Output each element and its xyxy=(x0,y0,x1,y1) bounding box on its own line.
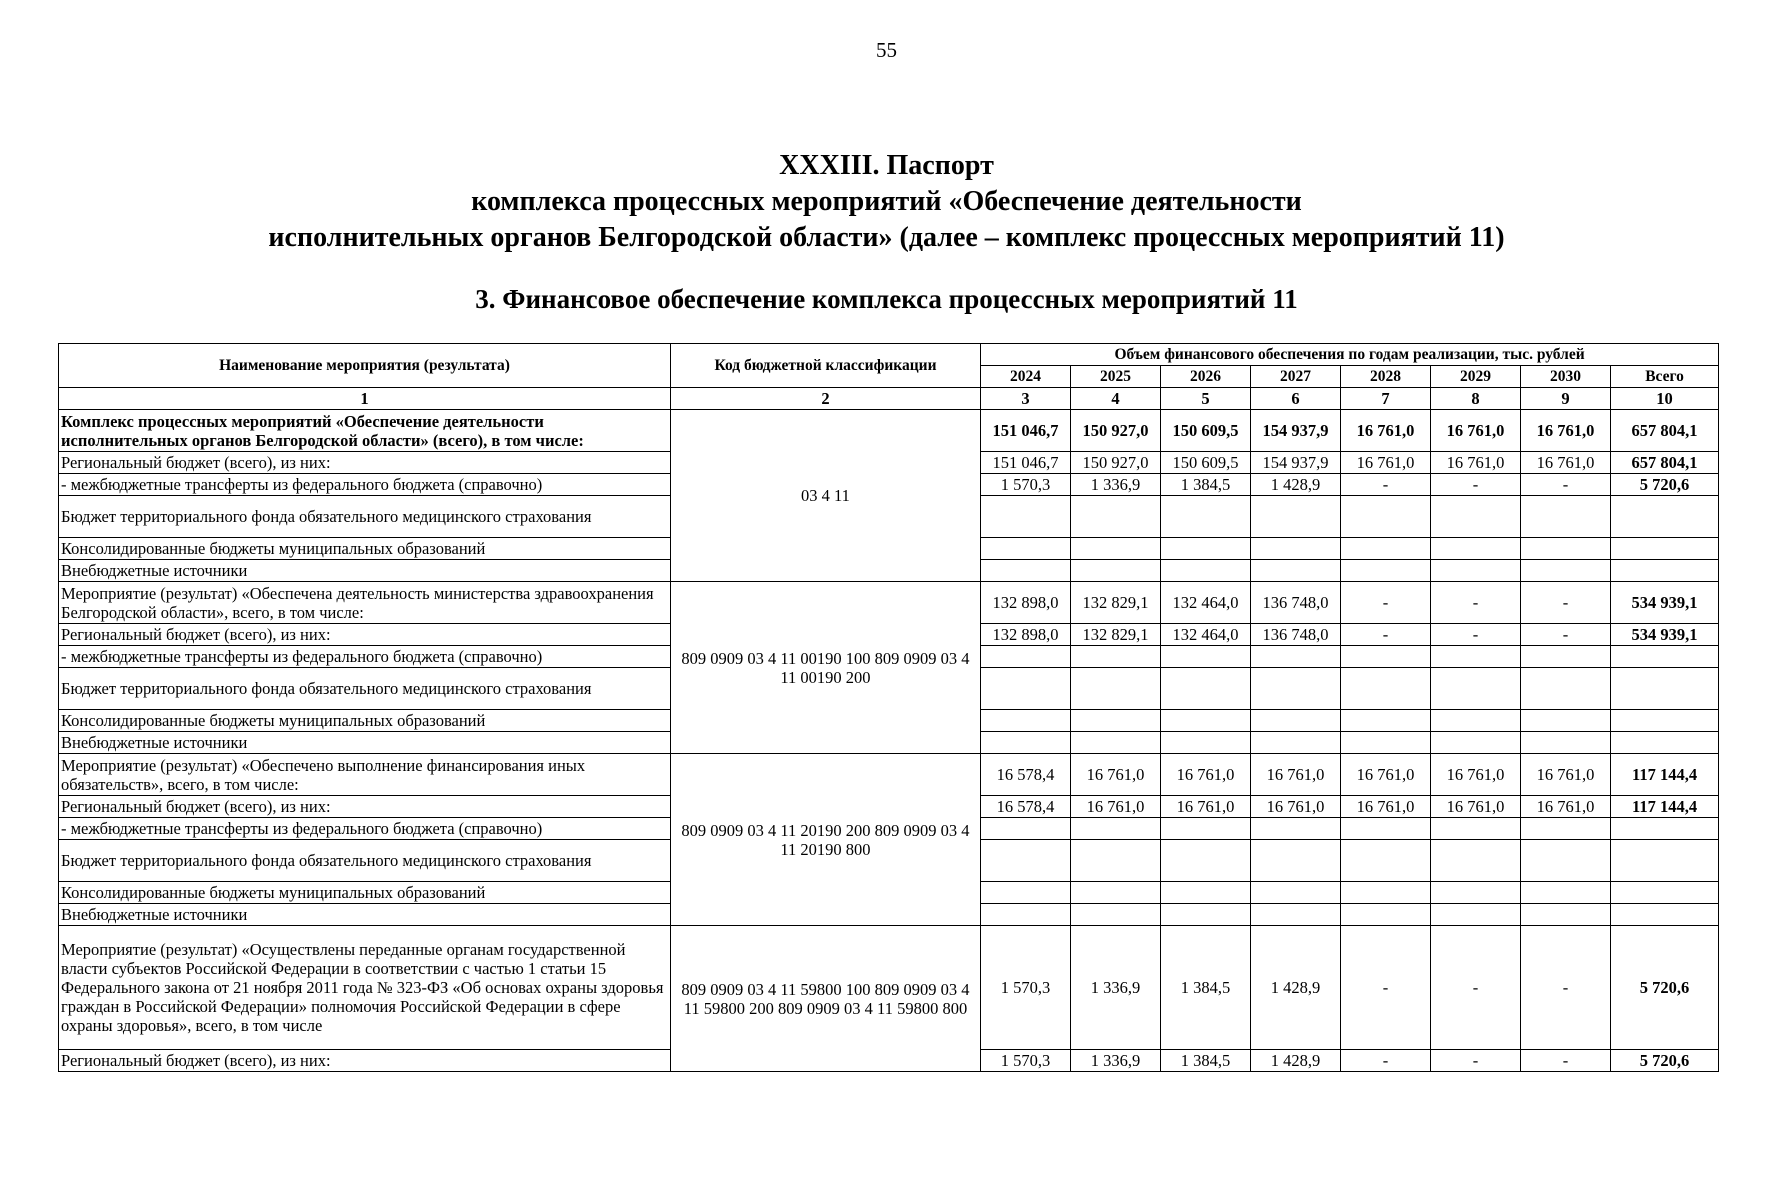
header-year: 2030 xyxy=(1521,366,1611,388)
row-name: Консолидированные бюджеты муниципальных образований xyxy=(59,882,671,904)
value-cell xyxy=(1071,668,1161,710)
value-cell xyxy=(1161,646,1251,668)
value-cell xyxy=(1071,496,1161,538)
value-cell: 150 927,0 xyxy=(1071,410,1161,452)
value-total xyxy=(1611,668,1719,710)
value-total: 5 720,6 xyxy=(1611,474,1719,496)
row-name: Бюджет территориального фонда обязательного медицинского страхования xyxy=(59,840,671,882)
table-row xyxy=(59,410,1719,452)
row-name: Мероприятие (результат) «Обеспечена деятельность министерства здравоохранения Белгородской области», всего, в том числе: xyxy=(59,582,671,624)
value-cell xyxy=(1161,668,1251,710)
value-cell xyxy=(1521,904,1611,926)
value-cell xyxy=(1071,818,1161,840)
budget-code: 03 4 11 xyxy=(671,410,981,582)
value-total xyxy=(1611,882,1719,904)
table-body xyxy=(59,388,1719,1072)
document-title-line-2: комплекса процессных мероприятий «Обеспечение деятельности xyxy=(471,186,1302,217)
value-cell xyxy=(1161,560,1251,582)
row-name: - межбюджетные трансферты из федерального бюджета (справочно) xyxy=(59,646,671,668)
column-number: 5 xyxy=(1161,388,1251,410)
value-cell xyxy=(1251,646,1341,668)
value-cell xyxy=(1251,882,1341,904)
value-cell xyxy=(981,732,1071,754)
value-cell: - xyxy=(1341,1050,1431,1072)
column-number: 2 xyxy=(671,388,981,410)
value-cell: 1 428,9 xyxy=(1251,474,1341,496)
header-total: Всего xyxy=(1611,366,1719,388)
value-cell xyxy=(1431,560,1521,582)
value-cell: - xyxy=(1341,624,1431,646)
header-year: 2028 xyxy=(1341,366,1431,388)
value-cell: 154 937,9 xyxy=(1251,410,1341,452)
value-cell: 136 748,0 xyxy=(1251,582,1341,624)
row-name: Комплекс процессных мероприятий «Обеспечение деятельности исполнительных органов Белгородской области» (всего), в том числе: xyxy=(59,410,671,452)
value-cell xyxy=(1341,560,1431,582)
value-total: 5 720,6 xyxy=(1611,926,1719,1050)
value-cell: 132 464,0 xyxy=(1161,624,1251,646)
value-cell: 154 937,9 xyxy=(1251,452,1341,474)
value-cell: 16 761,0 xyxy=(1431,796,1521,818)
column-number-row xyxy=(59,388,1719,410)
value-total xyxy=(1611,840,1719,882)
value-cell: 16 761,0 xyxy=(1251,754,1341,796)
value-cell xyxy=(1521,668,1611,710)
value-cell: 150 609,5 xyxy=(1161,452,1251,474)
value-cell: - xyxy=(1431,1050,1521,1072)
value-cell xyxy=(1431,646,1521,668)
header-code: Код бюджетной классификации xyxy=(671,344,981,388)
value-total: 657 804,1 xyxy=(1611,410,1719,452)
value-cell xyxy=(981,710,1071,732)
value-cell: 1 570,3 xyxy=(981,474,1071,496)
value-cell xyxy=(1521,732,1611,754)
row-name: Региональный бюджет (всего), из них: xyxy=(59,796,671,818)
value-cell: - xyxy=(1521,926,1611,1050)
value-cell: - xyxy=(1521,1050,1611,1072)
value-cell xyxy=(1431,904,1521,926)
value-cell: 1 570,3 xyxy=(981,1050,1071,1072)
header-volume: Объем финансового обеспечения по годам реализации, тыс. рублей xyxy=(981,344,1719,366)
row-name: Консолидированные бюджеты муниципальных образований xyxy=(59,710,671,732)
value-cell: 16 761,0 xyxy=(1521,754,1611,796)
column-number: 1 xyxy=(59,388,671,410)
value-cell xyxy=(1341,840,1431,882)
value-cell xyxy=(1071,560,1161,582)
row-name: Региональный бюджет (всего), из них: xyxy=(59,452,671,474)
column-number: 7 xyxy=(1341,388,1431,410)
value-cell: 16 761,0 xyxy=(1431,410,1521,452)
row-name: Бюджет территориального фонда обязательного медицинского страхования xyxy=(59,668,671,710)
value-cell xyxy=(1341,496,1431,538)
value-total xyxy=(1611,732,1719,754)
value-cell xyxy=(981,646,1071,668)
value-cell: 132 464,0 xyxy=(1161,582,1251,624)
value-cell: 16 761,0 xyxy=(1341,796,1431,818)
value-cell: 150 927,0 xyxy=(1071,452,1161,474)
column-number: 3 xyxy=(981,388,1071,410)
value-total xyxy=(1611,904,1719,926)
value-cell xyxy=(1521,496,1611,538)
value-cell: - xyxy=(1521,582,1611,624)
header-year: 2024 xyxy=(981,366,1071,388)
value-cell xyxy=(1521,646,1611,668)
value-total xyxy=(1611,818,1719,840)
value-cell xyxy=(1431,496,1521,538)
value-cell: - xyxy=(1341,582,1431,624)
value-total xyxy=(1611,646,1719,668)
value-cell: 132 829,1 xyxy=(1071,582,1161,624)
value-cell: 16 761,0 xyxy=(1431,452,1521,474)
value-cell xyxy=(1341,668,1431,710)
table-row xyxy=(59,582,1719,624)
value-cell: 1 336,9 xyxy=(1071,1050,1161,1072)
value-cell xyxy=(1071,710,1161,732)
value-cell: 1 428,9 xyxy=(1251,1050,1341,1072)
budget-code: 809 0909 03 4 11 00190 100 809 0909 03 4 11 00190 200 xyxy=(671,582,981,754)
value-cell xyxy=(1341,646,1431,668)
row-name: Региональный бюджет (всего), из них: xyxy=(59,624,671,646)
header-year: 2026 xyxy=(1161,366,1251,388)
value-cell xyxy=(1521,882,1611,904)
value-cell xyxy=(1161,904,1251,926)
value-cell xyxy=(1251,904,1341,926)
value-total: 117 144,4 xyxy=(1611,754,1719,796)
table-row xyxy=(59,754,1719,796)
value-cell: - xyxy=(1521,624,1611,646)
value-cell xyxy=(1251,668,1341,710)
value-cell xyxy=(1521,560,1611,582)
value-cell: 1 384,5 xyxy=(1161,474,1251,496)
value-cell xyxy=(1431,732,1521,754)
value-cell xyxy=(981,840,1071,882)
value-cell xyxy=(1251,560,1341,582)
header-year: 2029 xyxy=(1431,366,1521,388)
value-cell xyxy=(1251,538,1341,560)
value-total xyxy=(1611,538,1719,560)
value-total: 534 939,1 xyxy=(1611,624,1719,646)
value-cell xyxy=(1521,538,1611,560)
value-cell: 16 761,0 xyxy=(1251,796,1341,818)
value-cell xyxy=(1341,732,1431,754)
value-cell xyxy=(1251,496,1341,538)
value-total: 657 804,1 xyxy=(1611,452,1719,474)
value-cell xyxy=(1161,818,1251,840)
value-total xyxy=(1611,496,1719,538)
value-cell xyxy=(1161,840,1251,882)
column-number: 6 xyxy=(1251,388,1341,410)
value-cell xyxy=(1251,710,1341,732)
row-name: - межбюджетные трансферты из федерального бюджета (справочно) xyxy=(59,474,671,496)
column-number: 8 xyxy=(1431,388,1521,410)
value-cell: 16 761,0 xyxy=(1341,410,1431,452)
page-number: 55 xyxy=(876,38,897,62)
value-cell xyxy=(1341,538,1431,560)
value-cell xyxy=(1161,882,1251,904)
value-cell xyxy=(1071,646,1161,668)
value-cell: - xyxy=(1431,926,1521,1050)
value-total xyxy=(1611,710,1719,732)
value-cell: - xyxy=(1431,582,1521,624)
row-name: Внебюджетные источники xyxy=(59,732,671,754)
value-cell xyxy=(1431,668,1521,710)
value-cell: 16 761,0 xyxy=(1341,754,1431,796)
value-cell: 16 761,0 xyxy=(1071,754,1161,796)
value-cell: 136 748,0 xyxy=(1251,624,1341,646)
value-cell xyxy=(1521,710,1611,732)
value-cell: 16 761,0 xyxy=(1431,754,1521,796)
header-name: Наименование мероприятия (результата) xyxy=(59,344,671,388)
value-cell: 1 570,3 xyxy=(981,926,1071,1050)
value-total: 117 144,4 xyxy=(1611,796,1719,818)
value-cell: 16 761,0 xyxy=(1521,410,1611,452)
value-cell: 16 578,4 xyxy=(981,754,1071,796)
value-total xyxy=(1611,560,1719,582)
value-cell xyxy=(1251,732,1341,754)
value-cell: 132 898,0 xyxy=(981,624,1071,646)
value-cell xyxy=(1521,840,1611,882)
row-name: Внебюджетные источники xyxy=(59,560,671,582)
value-cell xyxy=(1161,496,1251,538)
value-cell xyxy=(1431,710,1521,732)
value-cell xyxy=(1071,904,1161,926)
value-cell xyxy=(1161,732,1251,754)
value-cell xyxy=(1161,538,1251,560)
value-cell xyxy=(981,818,1071,840)
value-total: 534 939,1 xyxy=(1611,582,1719,624)
value-cell xyxy=(1251,840,1341,882)
value-cell xyxy=(981,668,1071,710)
value-cell: 16 761,0 xyxy=(1341,452,1431,474)
value-cell xyxy=(981,904,1071,926)
value-cell xyxy=(981,560,1071,582)
value-cell xyxy=(981,882,1071,904)
value-cell xyxy=(1071,538,1161,560)
value-cell xyxy=(981,496,1071,538)
value-cell xyxy=(1341,818,1431,840)
value-cell: - xyxy=(1431,624,1521,646)
value-cell: 1 384,5 xyxy=(1161,926,1251,1050)
value-cell: - xyxy=(1341,474,1431,496)
value-cell xyxy=(1071,732,1161,754)
row-name: Мероприятие (результат) «Обеспечено выполнение финансирования иных обязательств», всего, в том числе: xyxy=(59,754,671,796)
value-cell: 16 578,4 xyxy=(981,796,1071,818)
row-name: Консолидированные бюджеты муниципальных образований xyxy=(59,538,671,560)
section-subtitle: 3. Финансовое обеспечение комплекса процессных мероприятий 11 xyxy=(475,284,1298,314)
value-cell: 16 761,0 xyxy=(1161,754,1251,796)
document-title-line-1: XXXIII. Паспорт xyxy=(779,150,994,181)
value-cell: - xyxy=(1521,474,1611,496)
value-cell: 150 609,5 xyxy=(1161,410,1251,452)
value-cell xyxy=(1431,538,1521,560)
row-name: Региональный бюджет (всего), из них: xyxy=(59,1050,671,1072)
value-cell: - xyxy=(1341,926,1431,1050)
value-cell xyxy=(1071,840,1161,882)
value-cell: 151 046,7 xyxy=(981,452,1071,474)
column-number: 4 xyxy=(1071,388,1161,410)
value-cell: 151 046,7 xyxy=(981,410,1071,452)
value-cell xyxy=(981,538,1071,560)
value-cell xyxy=(1161,710,1251,732)
row-name: - межбюджетные трансферты из федерального бюджета (справочно) xyxy=(59,818,671,840)
header-year: 2025 xyxy=(1071,366,1161,388)
column-number: 9 xyxy=(1521,388,1611,410)
value-cell xyxy=(1431,818,1521,840)
value-cell: 132 898,0 xyxy=(981,582,1071,624)
row-name: Бюджет территориального фонда обязательного медицинского страхования xyxy=(59,496,671,538)
value-cell: 1 336,9 xyxy=(1071,474,1161,496)
value-cell: 16 761,0 xyxy=(1161,796,1251,818)
value-cell: 132 829,1 xyxy=(1071,624,1161,646)
budget-code: 809 0909 03 4 11 59800 100 809 0909 03 4 11 59800 200 809 0909 03 4 11 59800 800 xyxy=(671,926,981,1072)
value-cell xyxy=(1071,882,1161,904)
value-cell: 1 384,5 xyxy=(1161,1050,1251,1072)
row-name: Мероприятие (результат) «Осуществлены переданные органам государственной власти субъектов Российской Федерации в соответствии с частью 1 статьи 15 Федерального закона от 21 ноября 2011 года № 323-ФЗ «Об основах охраны здоровья граждан в Российской Федерации» полномочия Российской Федерации в сфере охраны здоровья», всего, в том числе xyxy=(59,926,671,1050)
header-year: 2027 xyxy=(1251,366,1341,388)
table-row xyxy=(59,926,1719,1050)
value-cell xyxy=(1341,904,1431,926)
value-cell xyxy=(1431,840,1521,882)
financing-table xyxy=(58,343,1719,1072)
value-cell xyxy=(1341,710,1431,732)
value-cell: 1 336,9 xyxy=(1071,926,1161,1050)
column-number: 10 xyxy=(1611,388,1719,410)
row-name: Внебюджетные источники xyxy=(59,904,671,926)
value-cell xyxy=(1431,882,1521,904)
document-title-line-3: исполнительных органов Белгородской области» (далее – комплекс процессных мероприятий 11) xyxy=(268,222,1505,253)
budget-code: 809 0909 03 4 11 20190 200 809 0909 03 4 11 20190 800 xyxy=(671,754,981,926)
value-total: 5 720,6 xyxy=(1611,1050,1719,1072)
value-cell: - xyxy=(1431,474,1521,496)
value-cell xyxy=(1341,882,1431,904)
value-cell: 16 761,0 xyxy=(1071,796,1161,818)
value-cell: 1 428,9 xyxy=(1251,926,1341,1050)
value-cell: 16 761,0 xyxy=(1521,796,1611,818)
value-cell: 16 761,0 xyxy=(1521,452,1611,474)
value-cell xyxy=(1521,818,1611,840)
value-cell xyxy=(1251,818,1341,840)
